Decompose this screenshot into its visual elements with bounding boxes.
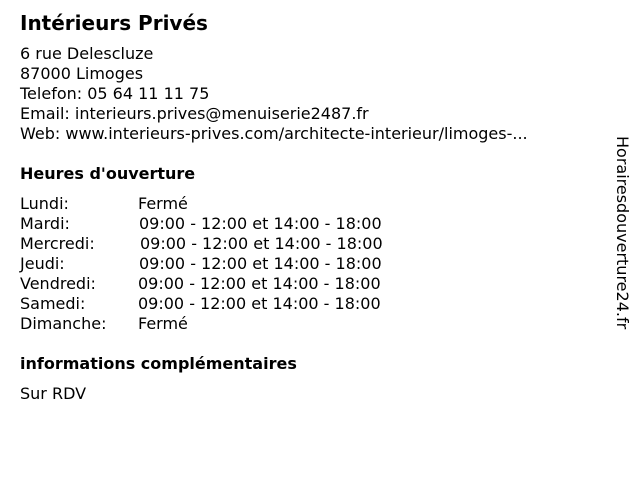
day-hours: 09:00 - 12:00 et 14:00 - 18:00 <box>138 294 381 313</box>
day-label: Vendredi: <box>20 274 96 293</box>
day-hours: 09:00 - 12:00 et 14:00 - 18:00 <box>138 274 381 293</box>
opening-hours-heading: Heures d'ouverture <box>20 164 196 183</box>
day-label: Mercredi: <box>20 234 95 253</box>
day-label: Jeudi: <box>20 254 65 273</box>
day-label: Mardi: <box>20 214 70 233</box>
day-hours: Fermé <box>138 194 188 213</box>
contact-block <box>20 44 528 144</box>
business-name: Intérieurs Privés <box>20 11 208 35</box>
city-address: 87000 Limoges <box>20 64 144 83</box>
phone-number: Telefon: 05 64 11 11 75 <box>20 84 210 103</box>
day-hours: 09:00 - 12:00 et 14:00 - 18:00 <box>140 234 383 253</box>
day-label: Lundi: <box>20 194 69 213</box>
site-watermark: Horairesdouverture24.fr <box>613 136 632 330</box>
day-hours: 09:00 - 12:00 et 14:00 - 18:00 <box>139 214 382 233</box>
additional-info-text: Sur RDV <box>20 384 87 403</box>
email-address: Email: interieurs.prives@menuiserie2487.fr <box>20 104 369 123</box>
website-url: Web: www.interieurs-prives.com/architecte-interieur/limoges-... <box>20 124 528 143</box>
day-hours: Fermé <box>138 314 188 333</box>
day-label: Samedi: <box>20 294 86 313</box>
additional-info-heading: informations complémentaires <box>20 354 297 373</box>
day-label: Dimanche: <box>20 314 107 333</box>
day-hours: 09:00 - 12:00 et 14:00 - 18:00 <box>139 254 382 273</box>
street-address: 6 rue Delescluze <box>20 44 154 63</box>
